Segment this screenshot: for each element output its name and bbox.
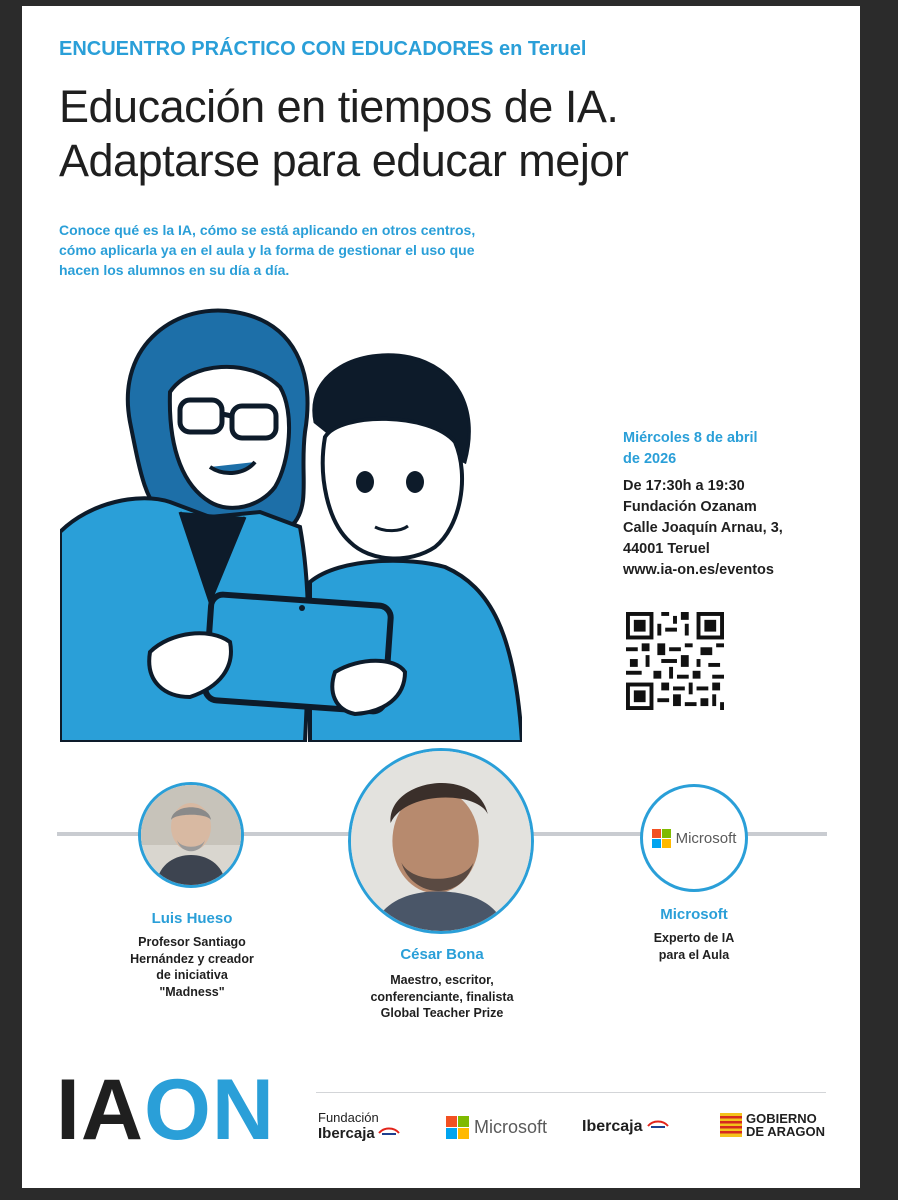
portrait-placeholder <box>141 785 241 885</box>
event-details <box>623 428 823 581</box>
aragon-flag-icon <box>720 1113 742 1137</box>
microsoft-squares-icon <box>446 1116 469 1139</box>
sponsor-divider <box>316 1092 826 1093</box>
sponsor-ibercaja <box>582 1118 669 1136</box>
event-poster <box>22 6 860 1188</box>
speaker-desc-line: "Madness" <box>159 984 225 999</box>
intro-line-2: cómo aplicarla ya en el aula y la forma de gestionar el uso que <box>59 242 475 258</box>
sponsor-gobierno-line-1: GOBIERNO <box>746 1111 817 1126</box>
event-time: De 17:30h a 19:30 <box>623 478 745 494</box>
sponsor-fundacion-ibercaja <box>318 1110 400 1142</box>
title-line-1: Educación en tiempos de IA. <box>59 81 619 132</box>
speaker-name: Luis Hueso <box>151 910 233 927</box>
teacher-child-illustration <box>60 302 522 742</box>
speaker-desc-line: Maestro, escritor, <box>390 973 494 987</box>
microsoft-logo-text: Microsoft <box>675 829 737 847</box>
sponsor-microsoft-text: Microsoft <box>474 1117 548 1137</box>
iaon-logo-ia: IA <box>56 1062 144 1158</box>
event-date-line-2: de 2026 <box>623 451 677 467</box>
event-date-line-1: Miércoles 8 de abril <box>623 430 758 446</box>
event-venue: Fundación Ozanam <box>623 499 757 515</box>
event-postal: 44001 Teruel <box>623 541 710 557</box>
speaker-description <box>614 930 774 963</box>
ibercaja-mark-icon <box>647 1119 669 1131</box>
speaker-desc-line: conferenciante, finalista <box>370 989 514 1004</box>
microsoft-squares-icon <box>652 829 671 848</box>
sponsor-gobierno-aragon <box>720 1112 825 1138</box>
sponsor-gobierno-line-2: DE ARAGON <box>746 1124 825 1139</box>
title-line-2: Adaptarse para educar mejor <box>59 135 629 186</box>
qr-code[interactable] <box>626 612 724 710</box>
intro-line-1: Conoce qué es la IA, cómo se está aplicando en otros centros, <box>59 222 476 238</box>
iaon-logo-on: ON <box>144 1062 275 1158</box>
intro-text <box>59 220 539 280</box>
speaker-name: Microsoft <box>660 906 728 923</box>
poster-title <box>59 80 628 188</box>
speaker-photo-cesar-bona <box>348 748 534 934</box>
speaker-description <box>112 934 272 1000</box>
portrait-placeholder <box>351 751 531 931</box>
iaon-logo <box>56 1054 275 1158</box>
speaker-desc-line: Global Teacher Prize <box>380 1006 504 1020</box>
speaker-desc-line: de iniciativa <box>156 968 228 982</box>
microsoft-logo-circle <box>640 784 748 892</box>
microsoft-logo <box>652 829 737 848</box>
speaker-desc-line: Experto de IA <box>653 931 735 945</box>
speaker-name: César Bona <box>400 946 484 963</box>
sponsor-fundacion-line-2: Ibercaja <box>318 1125 375 1142</box>
speaker-desc-line: Profesor Santiago <box>138 935 246 949</box>
speaker-desc-line: para el Aula <box>658 947 730 962</box>
speaker-photo-luis-hueso <box>138 782 244 888</box>
sponsor-ibercaja-text: Ibercaja <box>582 1118 643 1135</box>
event-kicker: ENCUENTRO PRÁCTICO CON EDUCADORES en Teruel <box>59 38 587 60</box>
speaker-desc-line: Hernández y creador <box>130 951 254 966</box>
ibercaja-mark-icon <box>378 1126 400 1138</box>
sponsor-fundacion-line-1: Fundación <box>318 1110 379 1125</box>
event-street: Calle Joaquín Arnau, 3, <box>623 520 783 536</box>
event-date <box>623 428 823 470</box>
intro-line-3: hacen los alumnos en su día a día. <box>59 262 290 278</box>
speaker-description <box>332 972 552 1022</box>
event-url[interactable]: www.ia-on.es/eventos <box>623 562 774 578</box>
sponsor-microsoft <box>446 1116 547 1139</box>
